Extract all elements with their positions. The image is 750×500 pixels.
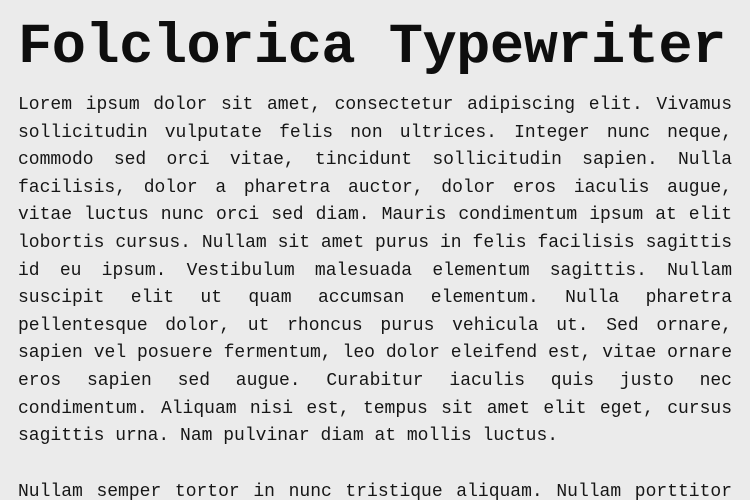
specimen-paragraph-1: Lorem ipsum dolor sit amet, consectetur adipiscing elit. Vivamus sollicitudin vulputate felis non ultrices. Integer nunc neque, commodo sed orci vitae, tincidunt sollicitudin sapien. Nulla facilisis, dolor a pharetra auctor, dolor eros iaculis augue, vitae luctus nunc orci sed diam. Mauris condimentum ipsum at elit lobortis cursus. Nullam sit amet purus in felis facilisis sagittis id eu ipsum. Vestibulum malesuada elementum sagittis. Nullam suscipit elit ut quam accumsan elementum. Nulla pharetra pellentesque dolor, ut rhoncus purus vehicula ut. Sed ornare, sapien vel posuere fermentum, leo dolor eleifend est, vitae ornare eros sapien sed augue. Curabitur iaculis quis justo nec condimentum. Aliquam nisi est, tempus sit amet elit eget, cursus sagittis urna. Nam pulvinar diam at mollis luctus.	[18, 95, 732, 447]
specimen-body-text	[18, 92, 732, 500]
page-title: Folclorica Typewriter	[18, 16, 726, 80]
specimen-paragraph-2: Nullam semper tortor in nunc tristique aliquam. Nullam porttitor	[18, 481, 732, 500]
